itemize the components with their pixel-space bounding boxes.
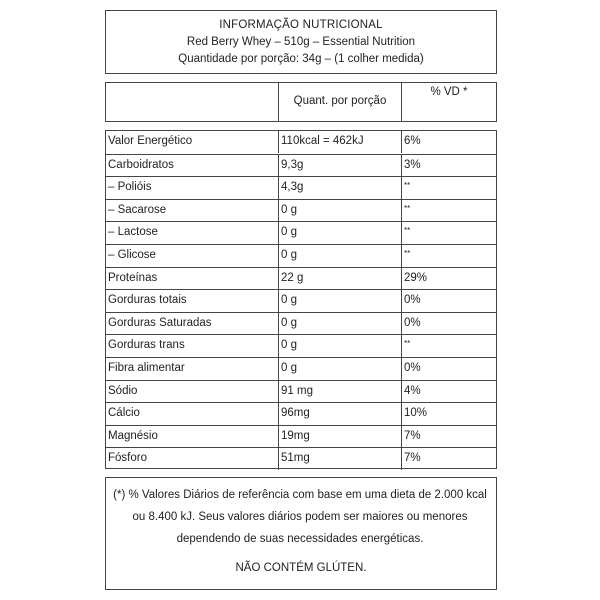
table-row [106,447,496,469]
nutrition-footer [105,477,497,590]
nutrient-daily-value: ** [404,203,411,213]
nutrient-daily-value: 0% [404,362,421,374]
nutrient-daily-value: ** [404,339,411,349]
nutrient-daily-value: 3% [404,158,421,171]
nutrient-amount: 0 g [279,222,402,244]
nutrient-daily-value: 6% [404,135,421,147]
nutrient-amount: 0 g [279,335,402,357]
nutrient-amount: 0 g [279,245,402,267]
nutrition-table [105,130,497,469]
column-header-amount: Quant. por porção [279,83,402,121]
product-name: Red Berry Whey – 510g – Essential Nutrition [186,36,416,48]
nutrient-amount: 4,3g [279,177,402,199]
nutrient-name: – Lactose [106,222,279,244]
nutrient-amount: 96mg [279,403,402,425]
nutrient-name: Gorduras trans [106,335,279,357]
nutrient-daily-value: 29% [404,271,428,284]
nutrient-name: Carboidratos [106,155,279,177]
table-row [106,357,496,379]
nutrient-daily-value: 0% [404,294,421,307]
table-row [106,199,496,221]
nutrient-daily-value: 4% [404,384,421,397]
table-row [106,221,496,243]
table-row [106,312,496,334]
table-row [106,267,496,289]
table-row [106,402,496,424]
table-row [106,334,496,356]
table-row [106,289,496,311]
nutrient-daily-value: 0% [404,316,421,329]
nutrient-daily-value: ** [404,226,411,236]
nutrient-amount: 0 g [279,358,402,380]
column-header-dv: % VD * [430,86,468,98]
column-header-name [106,83,279,121]
nutrient-amount: 19mg [279,426,402,448]
nutrient-amount: 9,3g [279,155,402,177]
table-row [106,131,496,153]
nutrient-name: Gorduras Saturadas [106,313,279,335]
table-row [106,425,496,447]
nutrient-name: Sódio [106,381,279,403]
nutrient-daily-value: 10% [404,407,428,420]
nutrient-name: Gorduras totais [106,290,279,312]
nutrient-daily-value: ** [404,181,411,191]
column-header [105,82,497,122]
nutrient-name: Fibra alimentar [106,358,279,380]
nutrient-amount: 110kcal = 462kJ [279,131,402,153]
nutrient-daily-value: ** [404,249,411,258]
nutrient-daily-value: 7% [404,429,421,442]
table-row [106,176,496,198]
table-row [106,380,496,402]
nutrition-header [105,10,497,74]
nutrient-name: Magnésio [106,426,279,448]
daily-values-note: (*) % Valores Diários de referência com base em uma dieta de 2.000 kcal ou 8.400 kJ. Seus valores diários podem ser maiores ou menores dependendo de suas necessidades energéticas. [113,489,487,545]
nutrient-name: – Sacarose [106,200,279,222]
nutrient-amount: 0 g [279,200,402,222]
nutrient-name: Fósforo [106,448,279,470]
nutrient-daily-value: 7% [404,452,421,465]
nutrient-name: Proteínas [106,268,279,290]
nutrient-name: – Polióis [106,177,279,199]
gluten-statement: NÃO CONTÉM GLÚTEN. [235,562,367,574]
nutrient-name: – Glicose [106,245,279,267]
nutrient-name: Valor Energético [106,131,279,153]
nutrition-title: INFORMAÇÃO NUTRICIONAL [219,19,383,31]
nutrient-amount: 0 g [279,313,402,335]
nutrient-amount: 51mg [279,448,402,470]
nutrient-amount: 0 g [279,290,402,312]
table-row [106,244,496,266]
nutrient-amount: 91 mg [279,381,402,403]
nutrient-name: Cálcio [106,403,279,425]
nutrient-amount: 22 g [279,268,402,290]
serving-size: Quantidade por porção: 34g – (1 colher medida) [178,53,424,65]
table-row [106,154,496,176]
